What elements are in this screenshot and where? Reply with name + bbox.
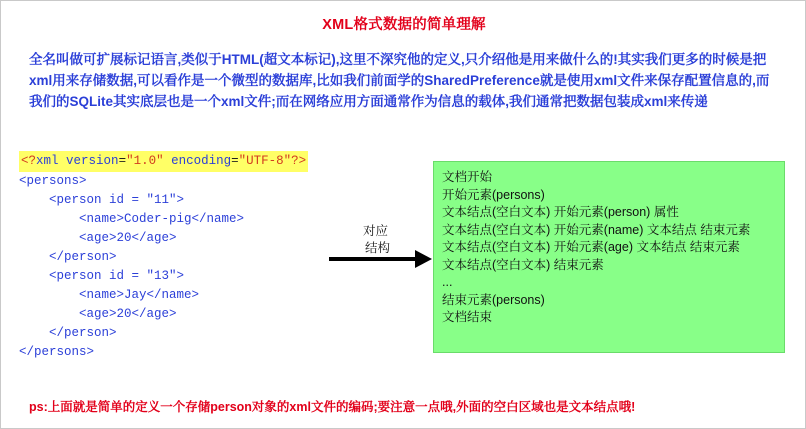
code-line: <age>20</age>	[19, 231, 177, 245]
structure-line: ...	[442, 275, 453, 289]
arrow-label	[363, 223, 390, 257]
decl-eq-1: =	[118, 154, 127, 168]
structure-line: 开始元素(persons)	[442, 187, 545, 202]
page-title: XML格式数据的简单理解	[322, 17, 486, 33]
decl-eq-2: =	[231, 154, 239, 168]
footer-note	[29, 397, 635, 415]
code-line: </persons>	[19, 345, 95, 359]
arrow-head-icon	[415, 250, 432, 268]
code-line: <person id = "11">	[19, 193, 185, 207]
mapping-arrow	[329, 224, 439, 289]
decl-attr-version: version	[66, 154, 119, 168]
structure-line: 文档结束	[442, 310, 493, 324]
code-line: <name>Coder-pig</name>	[19, 212, 245, 226]
structure-line: 文本结点(空白文本) 开始元素(age) 文本结点 结束元素	[442, 240, 740, 254]
code-line: </person>	[19, 250, 117, 264]
code-line: <persons>	[19, 174, 87, 188]
intro-paragraph: 全名叫做可扩展标记语言,类似于HTML(超文本标记),这里不深究他的定义,只介绍他是用来做什么的!其实我们更多的时候是把xml用来存储数据,可以看作是一个微型的数据库,比如我们前面学的SharedPreference就是使用xml文件来保存配置信息的,而我们的SQLite其实底层也是一个xml文件;而在网络应用方面通常作为信息的载体,我们通常把数据包装成xml来传递	[29, 52, 770, 109]
footer-prefix: ps:	[29, 400, 48, 414]
arrow-shaft	[329, 257, 417, 261]
code-line: <person id = "13">	[19, 269, 185, 283]
xml-code-block	[19, 151, 349, 361]
structure-line: 文本结点(空白文本) 开始元素(person) 属性	[442, 205, 679, 219]
code-line: <age>20</age>	[19, 307, 177, 321]
decl-val-encoding: "UTF-8"	[238, 154, 292, 168]
decl-close: ?>	[291, 154, 307, 168]
structure-panel	[433, 161, 785, 353]
structure-line: 结束元素(persons)	[442, 292, 545, 307]
arrow-label-line2: 结构	[365, 241, 391, 255]
decl-name: xml	[36, 154, 59, 168]
decl-val-version: "1.0"	[126, 154, 164, 168]
structure-line: 文本结点(空白文本) 结束元素	[442, 257, 604, 272]
decl-attr-encoding: encoding	[171, 154, 232, 168]
arrow-label-line1: 对应	[363, 224, 389, 238]
structure-line: 文档开始	[442, 170, 493, 184]
code-line: </person>	[19, 326, 117, 340]
structure-line: 文本结点(空白文本) 开始元素(name) 文本结点 结束元素	[442, 222, 751, 237]
footer-text: 上面就是简单的定义一个存储person对象的xml文件的编码;要注意一点哦,外面的空白区域也是文本结点哦!	[47, 400, 636, 414]
xml-declaration	[19, 151, 308, 172]
decl-open: <?	[21, 154, 37, 168]
code-line: <name>Jay</name>	[19, 288, 200, 302]
